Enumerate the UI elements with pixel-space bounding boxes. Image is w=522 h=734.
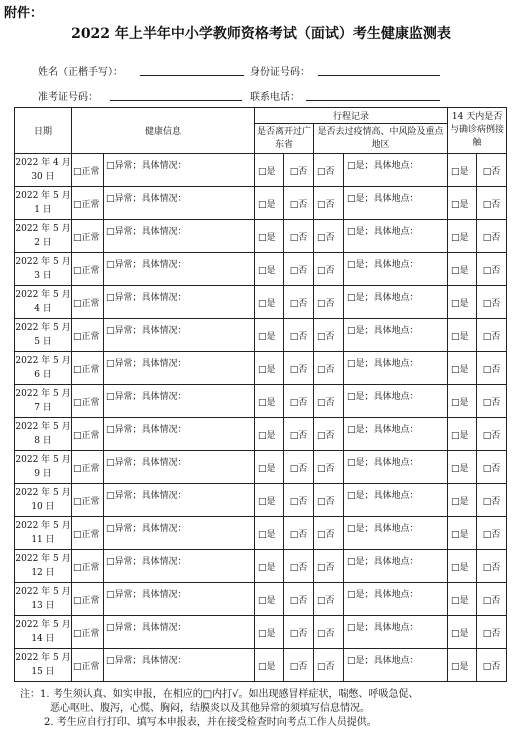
contact-yes-checkbox[interactable]: □是 bbox=[448, 385, 477, 418]
contact-yes-checkbox[interactable]: □是 bbox=[448, 649, 477, 682]
left-gd-no-checkbox[interactable]: □否 bbox=[284, 220, 314, 253]
date-cell: 2022 年 5 月 8 日 bbox=[15, 418, 72, 451]
health-normal-checkbox[interactable]: □正常 bbox=[72, 319, 104, 352]
health-abnormal-checkbox[interactable]: □异常；具体情况： bbox=[104, 220, 255, 253]
contact-no-checkbox[interactable]: □否 bbox=[477, 550, 507, 583]
contact-no-checkbox[interactable]: □否 bbox=[477, 583, 507, 616]
health-abnormal-checkbox[interactable]: □异常；具体情况： bbox=[104, 451, 255, 484]
left-gd-no-checkbox[interactable]: □否 bbox=[284, 286, 314, 319]
table-row bbox=[15, 187, 507, 220]
note-line-2: 恶心呕吐、腹泻，心慌、胸闷，结膜炎以及其他异常的须填写信息情况。 bbox=[50, 703, 370, 714]
date-cell: 2022 年 5 月 14 日 bbox=[15, 616, 72, 649]
table-row bbox=[15, 451, 507, 484]
left-gd-yes-checkbox[interactable]: □是 bbox=[255, 583, 284, 616]
contact-yes-checkbox[interactable]: □是 bbox=[448, 154, 477, 187]
left-gd-no-checkbox[interactable]: □否 bbox=[284, 319, 314, 352]
health-normal-checkbox[interactable]: □正常 bbox=[72, 616, 104, 649]
header-travel: 行程记录 bbox=[255, 108, 448, 124]
table-row bbox=[15, 484, 507, 517]
left-gd-yes-checkbox[interactable]: □是 bbox=[255, 418, 284, 451]
date-cell: 2022 年 5 月 6 日 bbox=[15, 352, 72, 385]
health-abnormal-checkbox[interactable]: □异常；具体情况： bbox=[104, 517, 255, 550]
left-gd-no-checkbox[interactable]: □否 bbox=[284, 352, 314, 385]
left-gd-yes-checkbox[interactable]: □是 bbox=[255, 319, 284, 352]
note-line-3: 2. 考生应自行打印、填写本申报表，并在接受检查时向考点工作人员提供。 bbox=[44, 717, 377, 728]
left-gd-no-checkbox[interactable]: □否 bbox=[284, 484, 314, 517]
table-row bbox=[15, 649, 507, 682]
left-gd-yes-checkbox[interactable]: □是 bbox=[255, 517, 284, 550]
risk-yes-location-checkbox[interactable]: □是；具体地点： bbox=[344, 517, 448, 550]
risk-yes-location-checkbox[interactable]: □是；具体地点： bbox=[344, 286, 448, 319]
contact-no-checkbox[interactable]: □否 bbox=[477, 187, 507, 220]
health-abnormal-checkbox[interactable]: □异常；具体情况： bbox=[104, 418, 255, 451]
left-gd-yes-checkbox[interactable]: □是 bbox=[255, 187, 284, 220]
left-gd-yes-checkbox[interactable]: □是 bbox=[255, 649, 284, 682]
risk-no-checkbox[interactable]: □否 bbox=[314, 253, 344, 286]
left-gd-yes-checkbox[interactable]: □是 bbox=[255, 616, 284, 649]
risk-yes-location-checkbox[interactable]: □是；具体地点： bbox=[344, 154, 448, 187]
attachment-label: 附件： bbox=[4, 6, 44, 21]
risk-no-checkbox[interactable]: □否 bbox=[314, 550, 344, 583]
date-cell: 2022 年 5 月 5 日 bbox=[15, 319, 72, 352]
risk-yes-location-checkbox[interactable]: □是；具体地点： bbox=[344, 319, 448, 352]
date-cell: 2022 年 5 月 10 日 bbox=[15, 484, 72, 517]
health-normal-checkbox[interactable]: □正常 bbox=[72, 451, 104, 484]
risk-no-checkbox[interactable]: □否 bbox=[314, 286, 344, 319]
phone-field[interactable] bbox=[306, 100, 440, 101]
left-gd-yes-checkbox[interactable]: □是 bbox=[255, 385, 284, 418]
contact-no-checkbox[interactable]: □否 bbox=[477, 352, 507, 385]
risk-no-checkbox[interactable]: □否 bbox=[314, 319, 344, 352]
left-gd-yes-checkbox[interactable]: □是 bbox=[255, 286, 284, 319]
header-left-guangdong: 是否离开过广东省 bbox=[255, 124, 314, 154]
ticket-field[interactable] bbox=[110, 100, 242, 101]
left-gd-no-checkbox[interactable]: □否 bbox=[284, 517, 314, 550]
table-row bbox=[15, 352, 507, 385]
contact-no-checkbox[interactable]: □否 bbox=[477, 616, 507, 649]
health-normal-checkbox[interactable]: □正常 bbox=[72, 220, 104, 253]
health-normal-checkbox[interactable]: □正常 bbox=[72, 352, 104, 385]
ticket-label: 准考证号码： bbox=[38, 92, 98, 103]
date-cell: 2022 年 5 月 2 日 bbox=[15, 220, 72, 253]
risk-yes-location-checkbox[interactable]: □是；具体地点： bbox=[344, 649, 448, 682]
risk-yes-location-checkbox[interactable]: □是；具体地点： bbox=[344, 418, 448, 451]
health-abnormal-checkbox[interactable]: □异常；具体情况： bbox=[104, 385, 255, 418]
id-label: 身份证号码： bbox=[250, 67, 310, 78]
left-gd-no-checkbox[interactable]: □否 bbox=[284, 253, 314, 286]
health-normal-checkbox[interactable]: □正常 bbox=[72, 385, 104, 418]
risk-no-checkbox[interactable]: □否 bbox=[314, 418, 344, 451]
health-abnormal-checkbox[interactable]: □异常；具体情况： bbox=[104, 187, 255, 220]
table-row bbox=[15, 418, 507, 451]
header-contact: 14 天内是否与确诊病例接触 bbox=[448, 108, 507, 154]
risk-yes-location-checkbox[interactable]: □是；具体地点： bbox=[344, 220, 448, 253]
health-abnormal-checkbox[interactable]: □异常；具体情况： bbox=[104, 484, 255, 517]
table-row bbox=[15, 253, 507, 286]
date-cell: 2022 年 5 月 13 日 bbox=[15, 583, 72, 616]
left-gd-no-checkbox[interactable]: □否 bbox=[284, 187, 314, 220]
contact-yes-checkbox[interactable]: □是 bbox=[448, 220, 477, 253]
date-cell: 2022 年 5 月 15 日 bbox=[15, 649, 72, 682]
risk-no-checkbox[interactable]: □否 bbox=[314, 583, 344, 616]
contact-no-checkbox[interactable]: □否 bbox=[477, 286, 507, 319]
phone-label: 联系电话： bbox=[250, 92, 300, 103]
contact-yes-checkbox[interactable]: □是 bbox=[448, 451, 477, 484]
health-abnormal-checkbox[interactable]: □异常；具体情况： bbox=[104, 583, 255, 616]
left-gd-yes-checkbox[interactable]: □是 bbox=[255, 220, 284, 253]
name-label: 姓名（正楷手写）： bbox=[38, 67, 123, 78]
left-gd-no-checkbox[interactable]: □否 bbox=[284, 550, 314, 583]
date-cell: 2022 年 5 月 7 日 bbox=[15, 385, 72, 418]
date-cell: 2022 年 5 月 11 日 bbox=[15, 517, 72, 550]
form-title: 2022 年上半年中小学教师资格考试（面试）考生健康监测表 bbox=[71, 26, 451, 42]
date-cell: 2022 年 5 月 4 日 bbox=[15, 286, 72, 319]
date-cell: 2022 年 5 月 12 日 bbox=[15, 550, 72, 583]
health-abnormal-checkbox[interactable]: □异常；具体情况： bbox=[104, 319, 255, 352]
health-normal-checkbox[interactable]: □正常 bbox=[72, 649, 104, 682]
contact-yes-checkbox[interactable]: □是 bbox=[448, 616, 477, 649]
contact-no-checkbox[interactable]: □否 bbox=[477, 385, 507, 418]
table-row bbox=[15, 220, 507, 253]
health-abnormal-checkbox[interactable]: □异常；具体情况： bbox=[104, 550, 255, 583]
risk-no-checkbox[interactable]: □否 bbox=[314, 154, 344, 187]
health-abnormal-checkbox[interactable]: □异常；具体情况： bbox=[104, 253, 255, 286]
risk-yes-location-checkbox[interactable]: □是；具体地点： bbox=[344, 484, 448, 517]
contact-yes-checkbox[interactable]: □是 bbox=[448, 550, 477, 583]
health-normal-checkbox[interactable]: □正常 bbox=[72, 286, 104, 319]
table-row bbox=[15, 385, 507, 418]
header-health: 健康信息 bbox=[72, 108, 255, 154]
risk-yes-location-checkbox[interactable]: □是；具体地点： bbox=[344, 451, 448, 484]
id-field[interactable] bbox=[318, 75, 440, 76]
contact-no-checkbox[interactable]: □否 bbox=[477, 451, 507, 484]
health-abnormal-checkbox[interactable]: □异常；具体情况： bbox=[104, 154, 255, 187]
left-gd-no-checkbox[interactable]: □否 bbox=[284, 418, 314, 451]
contact-no-checkbox[interactable]: □否 bbox=[477, 319, 507, 352]
left-gd-no-checkbox[interactable]: □否 bbox=[284, 616, 314, 649]
date-cell: 2022 年 5 月 3 日 bbox=[15, 253, 72, 286]
contact-no-checkbox[interactable]: □否 bbox=[477, 220, 507, 253]
health-abnormal-checkbox[interactable]: □异常；具体情况： bbox=[104, 286, 255, 319]
table-row bbox=[15, 319, 507, 352]
contact-yes-checkbox[interactable]: □是 bbox=[448, 319, 477, 352]
date-cell: 2022 年 4 月 30 日 bbox=[15, 154, 72, 187]
risk-no-checkbox[interactable]: □否 bbox=[314, 451, 344, 484]
table-row bbox=[15, 583, 507, 616]
left-gd-no-checkbox[interactable]: □否 bbox=[284, 583, 314, 616]
contact-no-checkbox[interactable]: □否 bbox=[477, 418, 507, 451]
contact-no-checkbox[interactable]: □否 bbox=[477, 484, 507, 517]
health-normal-checkbox[interactable]: □正常 bbox=[72, 484, 104, 517]
name-field[interactable] bbox=[140, 75, 244, 76]
left-gd-yes-checkbox[interactable]: □是 bbox=[255, 253, 284, 286]
health-normal-checkbox[interactable]: □正常 bbox=[72, 187, 104, 220]
left-gd-yes-checkbox[interactable]: □是 bbox=[255, 451, 284, 484]
contact-yes-checkbox[interactable]: □是 bbox=[448, 484, 477, 517]
left-gd-no-checkbox[interactable]: □否 bbox=[284, 649, 314, 682]
health-abnormal-checkbox[interactable]: □异常；具体情况： bbox=[104, 352, 255, 385]
risk-no-checkbox[interactable]: □否 bbox=[314, 187, 344, 220]
health-normal-checkbox[interactable]: □正常 bbox=[72, 418, 104, 451]
table-row bbox=[15, 286, 507, 319]
left-gd-no-checkbox[interactable]: □否 bbox=[284, 385, 314, 418]
notes bbox=[20, 688, 419, 730]
health-normal-checkbox[interactable]: □正常 bbox=[72, 583, 104, 616]
left-gd-no-checkbox[interactable]: □否 bbox=[284, 451, 314, 484]
left-gd-yes-checkbox[interactable]: □是 bbox=[255, 484, 284, 517]
contact-yes-checkbox[interactable]: □是 bbox=[448, 253, 477, 286]
health-normal-checkbox[interactable]: □正常 bbox=[72, 550, 104, 583]
left-gd-yes-checkbox[interactable]: □是 bbox=[255, 352, 284, 385]
risk-yes-location-checkbox[interactable]: □是；具体地点： bbox=[344, 385, 448, 418]
risk-no-checkbox[interactable]: □否 bbox=[314, 484, 344, 517]
header-risk-area: 是否去过疫情高、中风险及重点地区 bbox=[314, 124, 448, 154]
risk-no-checkbox[interactable]: □否 bbox=[314, 385, 344, 418]
contact-yes-checkbox[interactable]: □是 bbox=[448, 517, 477, 550]
left-gd-yes-checkbox[interactable]: □是 bbox=[255, 550, 284, 583]
risk-no-checkbox[interactable]: □否 bbox=[314, 649, 344, 682]
health-abnormal-checkbox[interactable]: □异常；具体情况： bbox=[104, 616, 255, 649]
contact-no-checkbox[interactable]: □否 bbox=[477, 154, 507, 187]
health-normal-checkbox[interactable]: □正常 bbox=[72, 253, 104, 286]
contact-yes-checkbox[interactable]: □是 bbox=[448, 418, 477, 451]
risk-yes-location-checkbox[interactable]: □是；具体地点： bbox=[344, 187, 448, 220]
risk-yes-location-checkbox[interactable]: □是；具体地点： bbox=[344, 583, 448, 616]
table-row bbox=[15, 517, 507, 550]
contact-yes-checkbox[interactable]: □是 bbox=[448, 583, 477, 616]
contact-no-checkbox[interactable]: □否 bbox=[477, 517, 507, 550]
table-row bbox=[15, 616, 507, 649]
health-normal-checkbox[interactable]: □正常 bbox=[72, 517, 104, 550]
left-gd-no-checkbox[interactable]: □否 bbox=[284, 154, 314, 187]
left-gd-yes-checkbox[interactable]: □是 bbox=[255, 154, 284, 187]
risk-no-checkbox[interactable]: □否 bbox=[314, 220, 344, 253]
health-monitor-table bbox=[14, 107, 507, 682]
contact-no-checkbox[interactable]: □否 bbox=[477, 649, 507, 682]
risk-no-checkbox[interactable]: □否 bbox=[314, 616, 344, 649]
health-abnormal-checkbox[interactable]: □异常；具体情况： bbox=[104, 649, 255, 682]
risk-no-checkbox[interactable]: □否 bbox=[314, 517, 344, 550]
risk-yes-location-checkbox[interactable]: □是；具体地点： bbox=[344, 352, 448, 385]
header-date: 日期 bbox=[15, 108, 72, 154]
contact-yes-checkbox[interactable]: □是 bbox=[448, 352, 477, 385]
risk-yes-location-checkbox[interactable]: □是；具体地点： bbox=[344, 616, 448, 649]
risk-yes-location-checkbox[interactable]: □是；具体地点： bbox=[344, 550, 448, 583]
table-row bbox=[15, 550, 507, 583]
health-normal-checkbox[interactable]: □正常 bbox=[72, 154, 104, 187]
table-row bbox=[15, 154, 507, 187]
date-cell: 2022 年 5 月 9 日 bbox=[15, 451, 72, 484]
contact-no-checkbox[interactable]: □否 bbox=[477, 253, 507, 286]
contact-yes-checkbox[interactable]: □是 bbox=[448, 286, 477, 319]
contact-yes-checkbox[interactable]: □是 bbox=[448, 187, 477, 220]
risk-no-checkbox[interactable]: □否 bbox=[314, 352, 344, 385]
risk-yes-location-checkbox[interactable]: □是；具体地点： bbox=[344, 253, 448, 286]
note-line-1: 注：1. 考生须认真、如实申报，在相应的□内打√。如出现感冒样症状，喘憋、呼吸急促、 bbox=[20, 689, 419, 700]
date-cell: 2022 年 5 月 1 日 bbox=[15, 187, 72, 220]
